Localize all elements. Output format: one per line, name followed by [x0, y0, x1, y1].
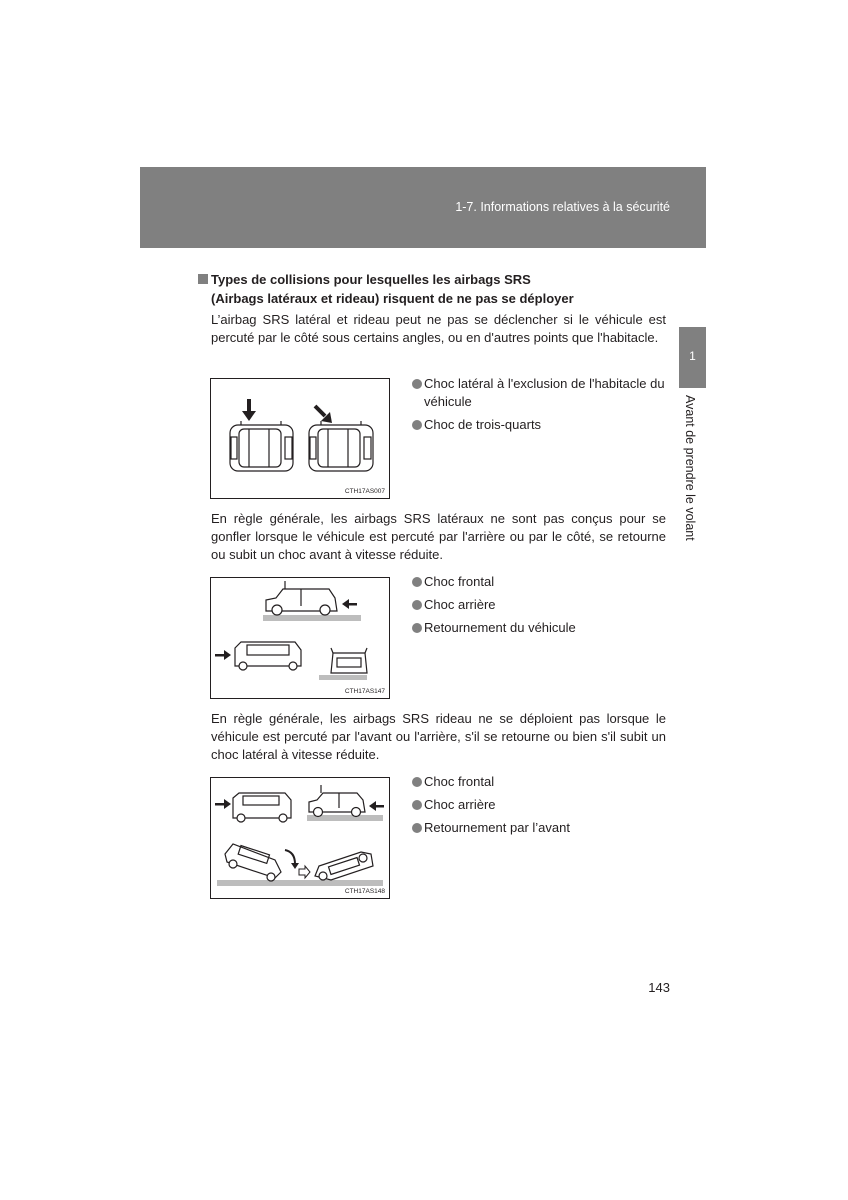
bullet-dot-icon [412, 600, 422, 610]
car-side-view-icon [309, 785, 365, 817]
header-band [140, 167, 706, 248]
frontal-rear-rollover-illustration [211, 578, 389, 698]
hollow-arrow-icon [299, 866, 310, 878]
bullet-dot-icon [412, 800, 422, 810]
list-item: Choc latéral à l'exclusion de l'habitacle du véhicule [412, 375, 672, 411]
curved-arrow-icon [285, 850, 295, 864]
heading-line-1: Types de collisions pour lesquelles les airbags SRS [211, 272, 531, 287]
list-item: Choc arrière [412, 796, 672, 814]
impact-arrow-icon [215, 650, 231, 660]
paragraph-curtain-airbags: En règle générale, les airbags SRS rideau ne se déploient pas lorsque le véhicule est percuté par l'avant ou l'arrière, s'il se retourne ou bien s'il subit un choc latéral à vitesse réduite. [211, 711, 666, 762]
intro-paragraph: L’airbag SRS latéral et rideau peut ne pas se déclencher si le véhicule est percuté par le côté sous certains angles, ou en d'autres points que l'habitacle. [211, 312, 666, 345]
overturned-car-icon [315, 852, 373, 880]
impact-arrow-icon [342, 599, 357, 609]
impact-arrow-icon [369, 801, 384, 811]
car-side-view-icon [266, 581, 337, 615]
figure-code: CTH17AS007 [344, 488, 385, 495]
chapter-number: 1 [689, 349, 696, 363]
car-top-view-icon [309, 421, 373, 471]
car-perspective-view-icon [235, 642, 301, 670]
square-bullet-icon [198, 274, 208, 284]
bullet-dot-icon [412, 623, 422, 633]
bullet-dot-icon [412, 823, 422, 833]
bullet-dot-icon [412, 777, 422, 787]
list-item: Retournement par l’avant [412, 819, 672, 837]
page-number: 143 [648, 980, 670, 995]
bullet-dot-icon [412, 379, 422, 389]
list-item: Choc frontal [412, 573, 672, 591]
bullet-list-2 [412, 573, 672, 642]
bullet-list-1 [412, 375, 672, 439]
list-item: Choc de trois-quarts [412, 416, 672, 434]
figure-code: CTH17AS147 [344, 688, 385, 695]
frontal-rear-forward-rollover-illustration [211, 778, 389, 898]
impact-arrow-icon [215, 799, 231, 809]
figure-code: CTH17AS148 [344, 888, 385, 895]
heading-line-2: (Airbags latéraux et rideau) risquent de ne pas se déployer [211, 291, 574, 306]
paragraph-side-airbags: En règle générale, les airbags SRS latéraux ne sont pas conçus pour se gonfler lorsque le véhicule est percuté par l'arrière ou par le côté, se retourne ou subit un choc avant à vitesse réduite. [211, 511, 666, 562]
list-item: Choc frontal [412, 773, 672, 791]
figure-frontal-rear-rollover [210, 577, 390, 699]
chapter-tab [679, 327, 706, 388]
list-item: Choc arrière [412, 596, 672, 614]
bullet-list-3 [412, 773, 672, 842]
tilting-car-icon [225, 844, 281, 881]
impact-arrow-icon [242, 399, 256, 421]
bullet-dot-icon [412, 577, 422, 587]
section-heading [198, 270, 668, 308]
chapter-label: Avant de prendre le volant [683, 395, 697, 541]
car-top-view-icon [230, 421, 293, 471]
car-perspective-view-icon [233, 793, 291, 822]
list-item: Retournement du véhicule [412, 619, 672, 637]
side-impact-illustration [211, 379, 389, 498]
bullet-dot-icon [412, 420, 422, 430]
figure-frontal-rear-forward-rollover [210, 777, 390, 899]
impact-arrow-diagonal-icon [315, 406, 332, 423]
header-title: 1-7. Informations relatives à la sécurité [455, 200, 670, 214]
overturned-car-icon [331, 648, 367, 673]
figure-side-impact [210, 378, 390, 499]
